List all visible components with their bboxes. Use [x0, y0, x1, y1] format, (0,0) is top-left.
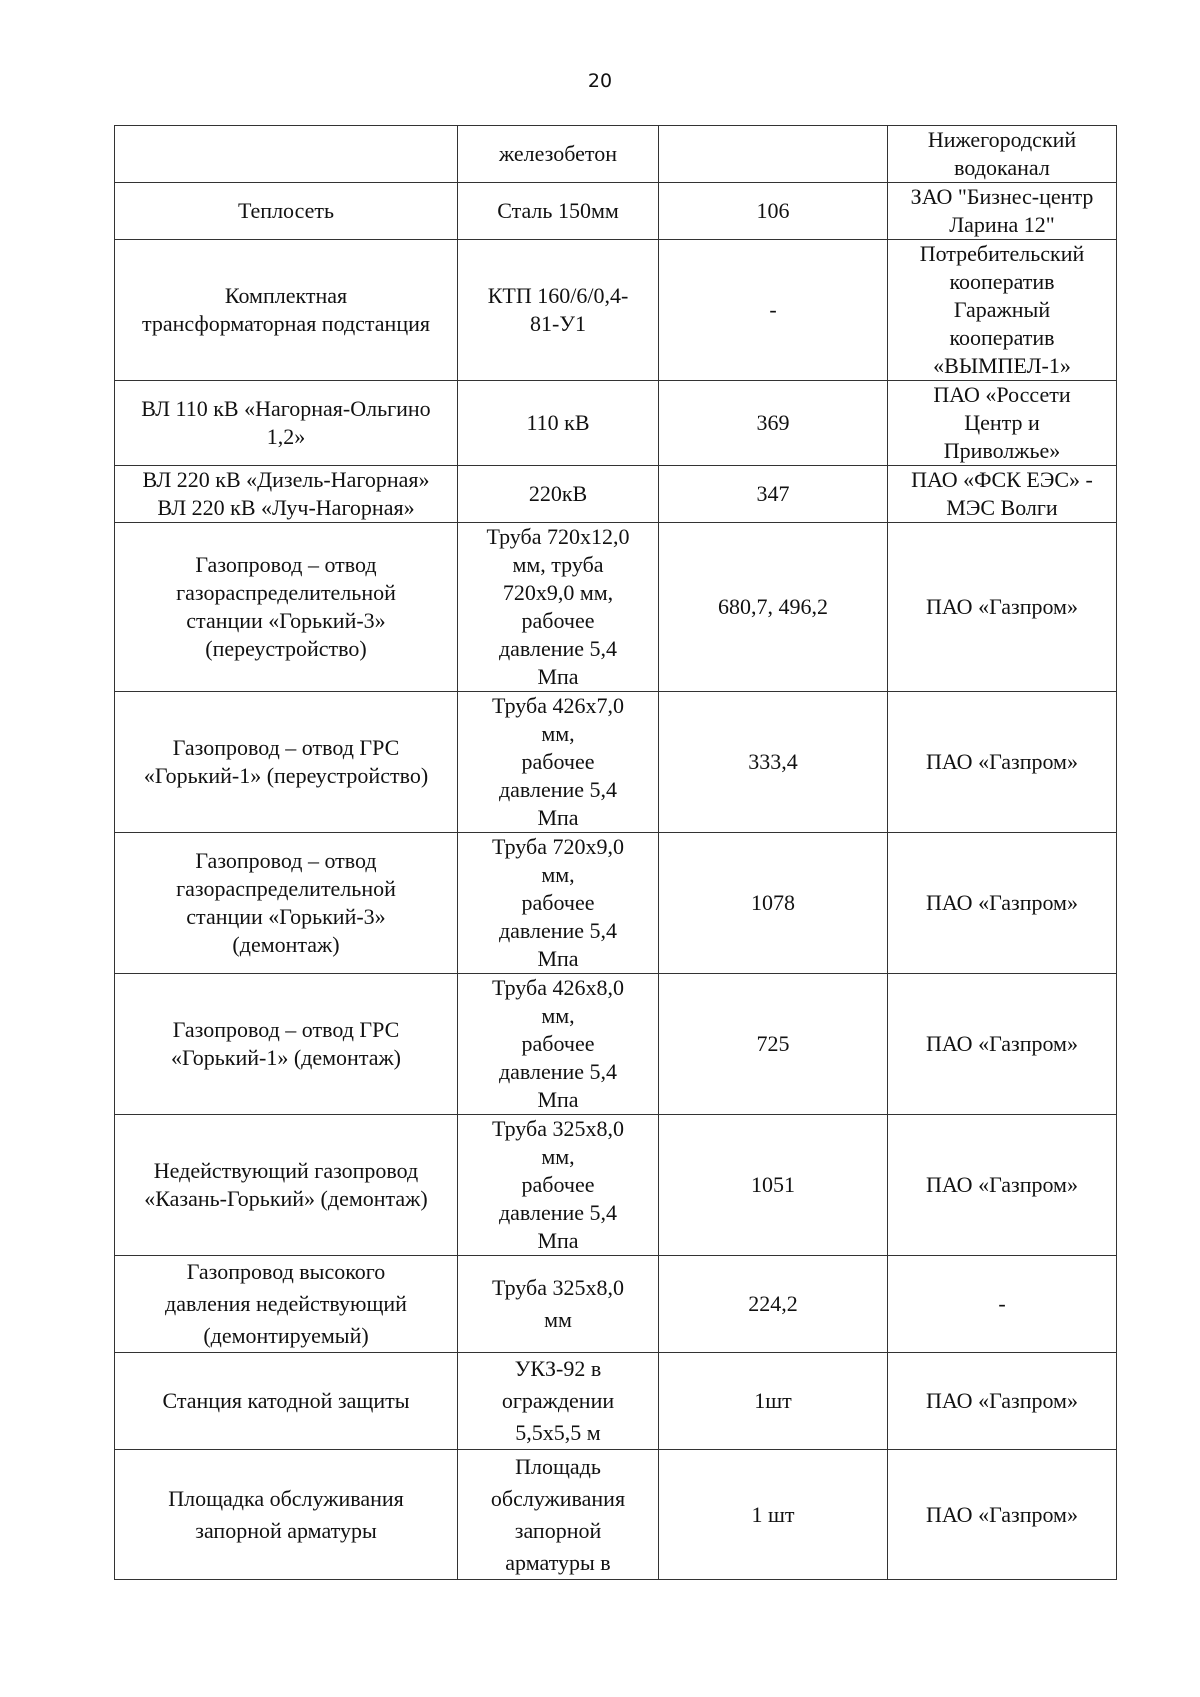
- table-row: [115, 466, 1117, 523]
- cell-material: Труба 325х8,0 мм, рабочее давление 5,4 Мпа: [458, 1115, 659, 1256]
- table-row: [115, 1115, 1117, 1256]
- cell-length: 369: [659, 381, 888, 466]
- cell-material: Труба 720х9,0 мм, рабочее давление 5,4 Мпа: [458, 833, 659, 974]
- cell-owner: ПАО «Газпром»: [888, 1115, 1117, 1256]
- table-row: [115, 974, 1117, 1115]
- cell-owner: Нижегородский водоканал: [888, 126, 1117, 183]
- cell-length: [659, 126, 888, 183]
- table-row: [115, 692, 1117, 833]
- cell-material: Площадь обслуживания запорной арматуры в: [458, 1450, 659, 1580]
- table-row: [115, 833, 1117, 974]
- cell-name: [115, 126, 458, 183]
- cell-owner: ПАО «ФСК ЕЭС» - МЭС Волги: [888, 466, 1117, 523]
- table-row: [115, 1353, 1117, 1450]
- cell-name: Площадка обслуживания запорной арматуры: [115, 1450, 458, 1580]
- cell-material: Труба 426х7,0 мм, рабочее давление 5,4 Мпа: [458, 692, 659, 833]
- cell-material: 220кВ: [458, 466, 659, 523]
- table-row: [115, 126, 1117, 183]
- cell-length: 1051: [659, 1115, 888, 1256]
- cell-owner: ПАО «Газпром»: [888, 523, 1117, 692]
- cell-name: Недействующий газопровод «Казань-Горький» (демонтаж): [115, 1115, 458, 1256]
- utilities-table: [114, 125, 1117, 1580]
- cell-length: 224,2: [659, 1256, 888, 1353]
- cell-owner: ПАО «Газпром»: [888, 833, 1117, 974]
- cell-name: Газопровод – отвод ГРС «Горький-1» (переустройство): [115, 692, 458, 833]
- cell-name: Комплектная трансформаторная подстанция: [115, 240, 458, 381]
- cell-material: железобетон: [458, 126, 659, 183]
- cell-owner: ЗАО "Бизнес-центр Ларина 12": [888, 183, 1117, 240]
- cell-name: Станция катодной защиты: [115, 1353, 458, 1450]
- cell-material: Труба 720х12,0 мм, труба 720х9,0 мм, рабочее давление 5,4 Мпа: [458, 523, 659, 692]
- cell-length: 333,4: [659, 692, 888, 833]
- cell-length: 1078: [659, 833, 888, 974]
- cell-name: ВЛ 110 кВ «Нагорная-Ольгино 1,2»: [115, 381, 458, 466]
- cell-length: -: [659, 240, 888, 381]
- cell-material: Труба 325х8,0 мм: [458, 1256, 659, 1353]
- cell-name: Теплосеть: [115, 183, 458, 240]
- page-number: 20: [587, 70, 613, 92]
- table-row: [115, 381, 1117, 466]
- table-row: [115, 523, 1117, 692]
- cell-length: 106: [659, 183, 888, 240]
- table-row: [115, 1450, 1117, 1580]
- cell-name: Газопровод – отвод газораспределительной станции «Горький-3» (демонтаж): [115, 833, 458, 974]
- cell-owner: ПАО «Газпром»: [888, 974, 1117, 1115]
- cell-owner: ПАО «Газпром»: [888, 692, 1117, 833]
- table-row: [115, 240, 1117, 381]
- table-row: [115, 183, 1117, 240]
- cell-owner: ПАО «Газпром»: [888, 1450, 1117, 1580]
- cell-material: УКЗ-92 в ограждении 5,5х5,5 м: [458, 1353, 659, 1450]
- cell-name: Газопровод высокого давления недействующий (демонтируемый): [115, 1256, 458, 1353]
- cell-length: 725: [659, 974, 888, 1115]
- cell-owner: -: [888, 1256, 1117, 1353]
- cell-name: Газопровод – отвод газораспределительной станции «Горький-3» (переустройство): [115, 523, 458, 692]
- cell-length: 347: [659, 466, 888, 523]
- cell-material: Труба 426х8,0 мм, рабочее давление 5,4 Мпа: [458, 974, 659, 1115]
- cell-material: КТП 160/6/0,4- 81-У1: [458, 240, 659, 381]
- cell-owner: Потребительский кооператив Гаражный кооператив «ВЫМПЕЛ-1»: [888, 240, 1117, 381]
- cell-material: Сталь 150мм: [458, 183, 659, 240]
- cell-length: 680,7, 496,2: [659, 523, 888, 692]
- cell-length: 1 шт: [659, 1450, 888, 1580]
- cell-owner: ПАО «Россети Центр и Приволжье»: [888, 381, 1117, 466]
- cell-name: Газопровод – отвод ГРС «Горький-1» (демонтаж): [115, 974, 458, 1115]
- cell-owner: ПАО «Газпром»: [888, 1353, 1117, 1450]
- cell-length: 1шт: [659, 1353, 888, 1450]
- cell-name: ВЛ 220 кВ «Дизель-Нагорная» ВЛ 220 кВ «Луч-Нагорная»: [115, 466, 458, 523]
- table-row: [115, 1256, 1117, 1353]
- cell-material: 110 кВ: [458, 381, 659, 466]
